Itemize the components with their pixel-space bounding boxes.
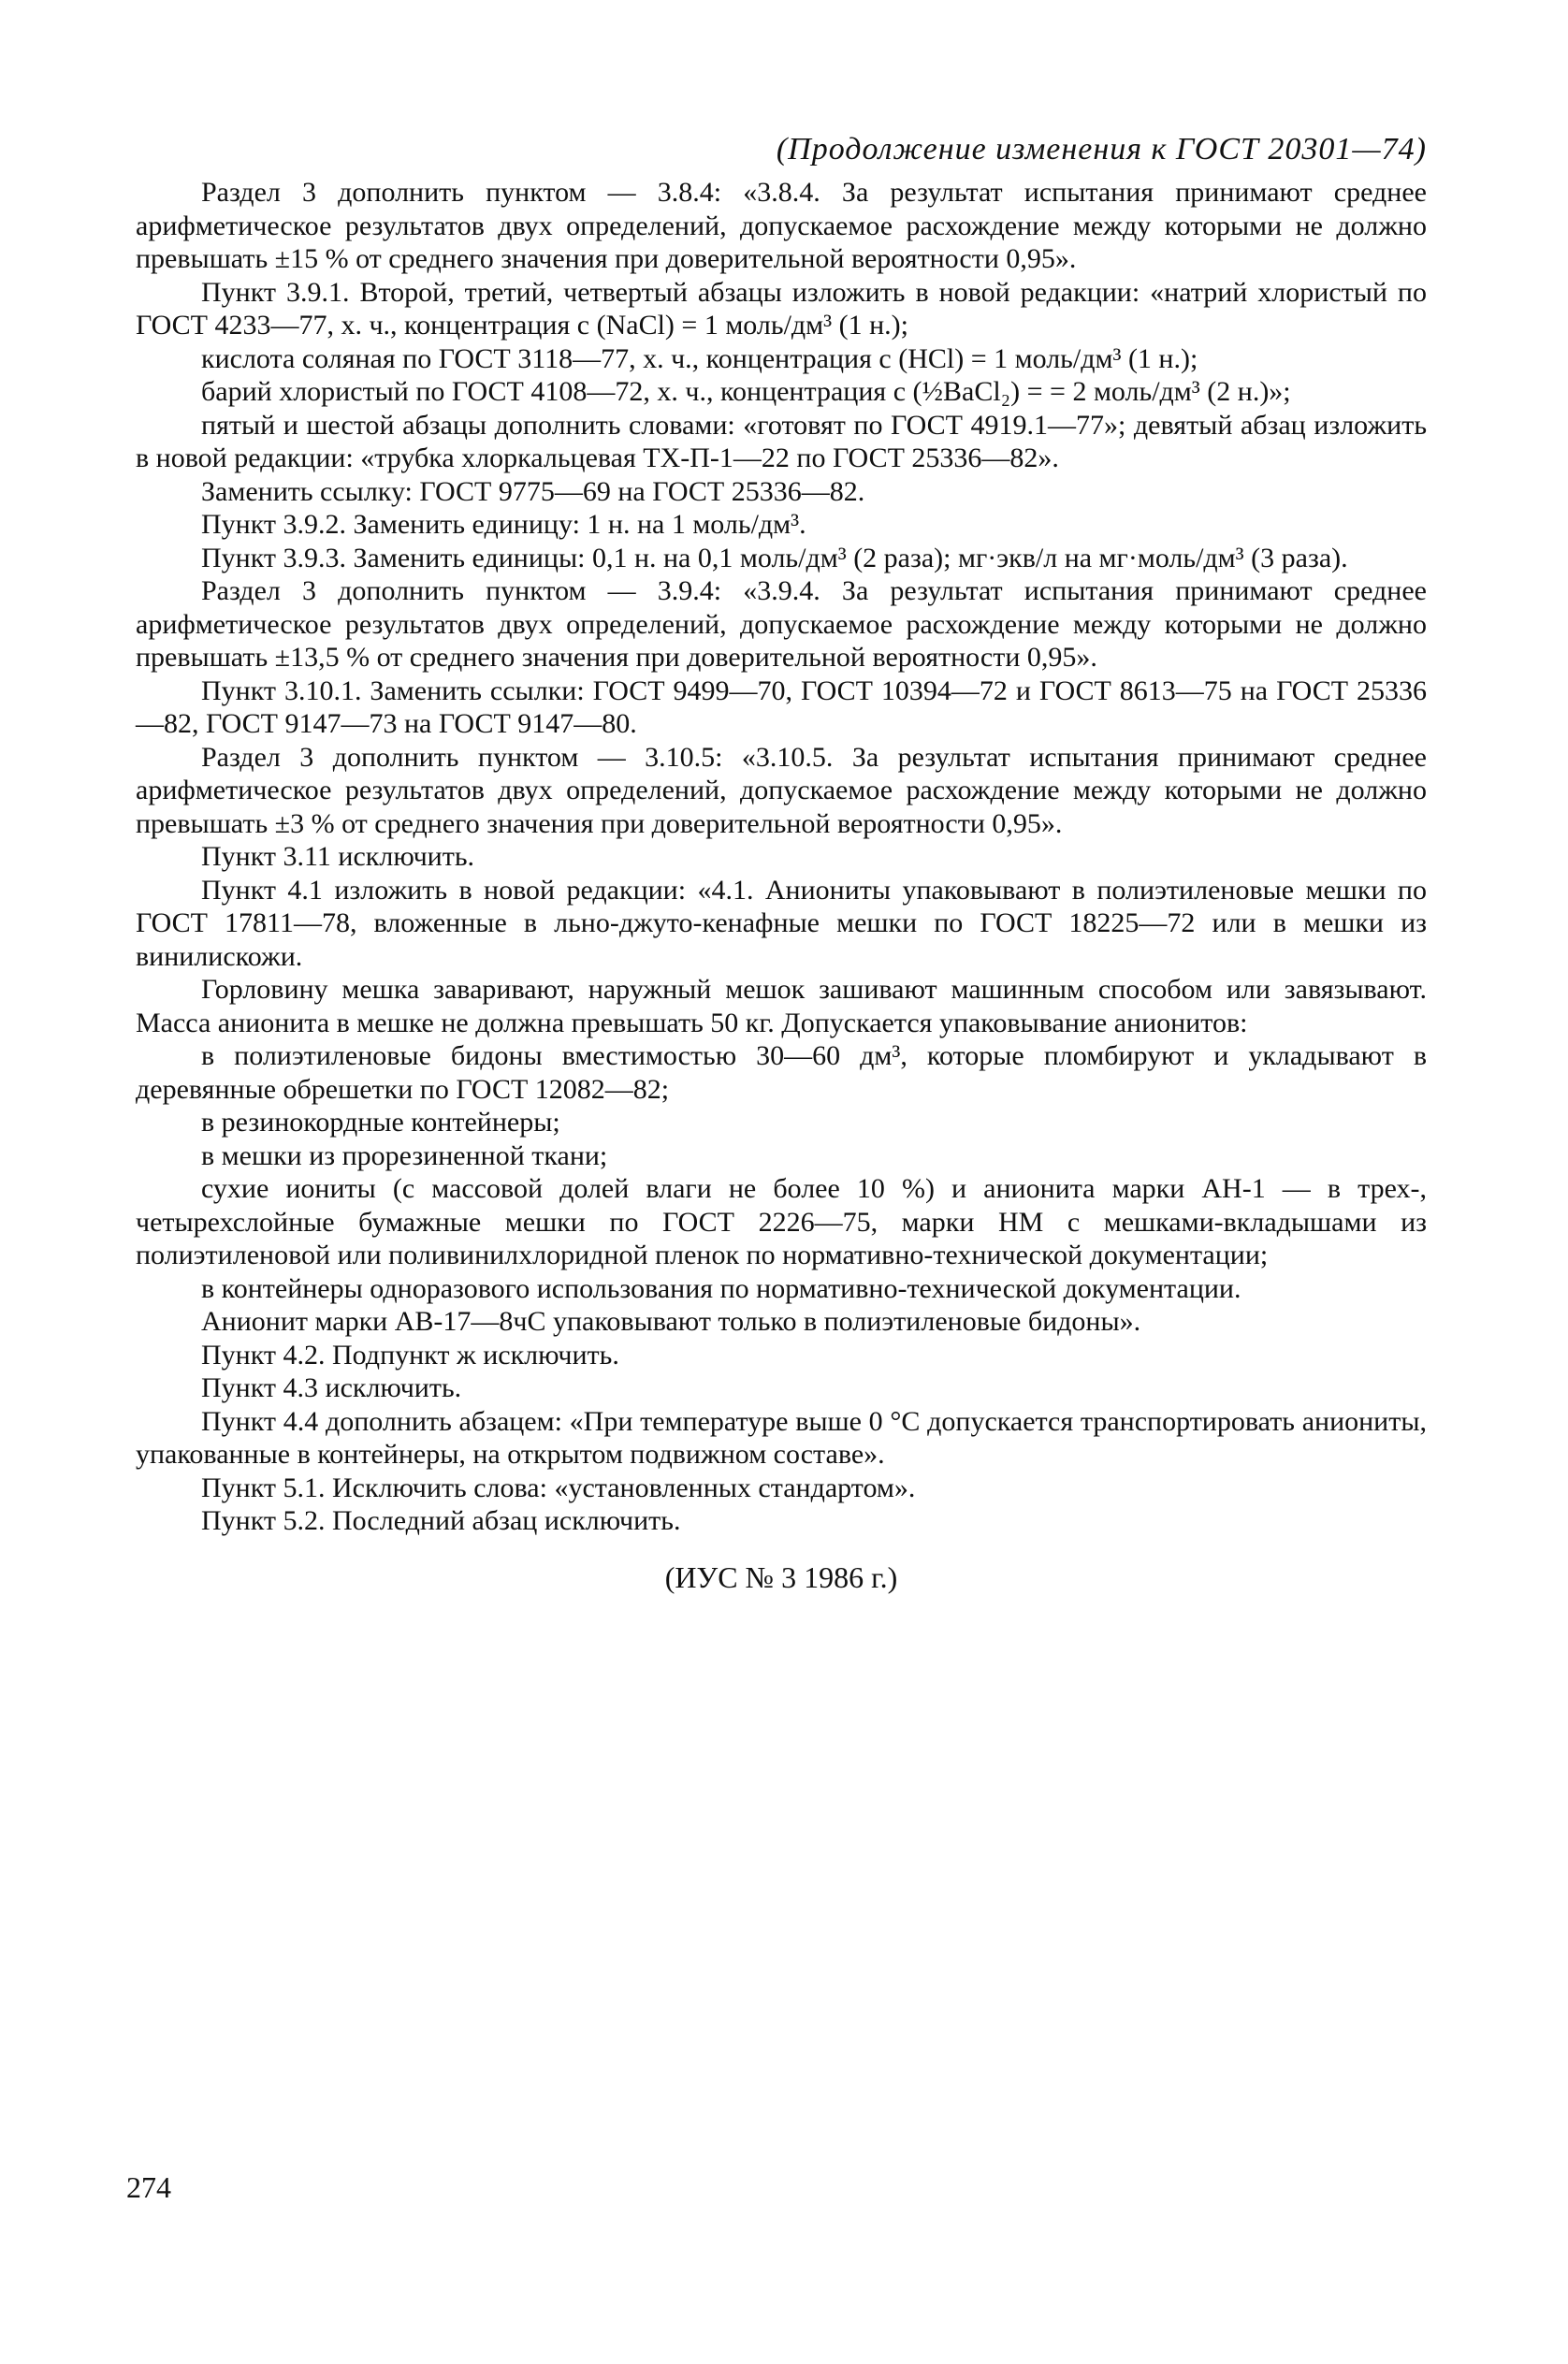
paragraph-hydrochloric-acid: кислота соляная по ГОСТ 3118—77, х. ч., концентрация с (HCl) = 1 моль/дм³ (1 н.); <box>201 342 1198 374</box>
paragraph-rubber-cord-containers: в резинокордные контейнеры; <box>201 1107 560 1138</box>
page-number: 274 <box>126 2170 171 2204</box>
paragraph-replace-reference: Заменить ссылку: ГОСТ 9775—69 на ГОСТ 25336—82. <box>201 475 865 507</box>
paragraph-fifth-sixth-ninth: пятый и шестой абзацы дополнить словами: «готовят по ГОСТ 4919.1—77»; девятый абзац изложить в новой редакции: «трубка хлоркальцевая ТХ-П-1—22 по ГОСТ 25336—82». <box>136 409 1427 473</box>
paragraph-item-5-1: Пункт 5.1. Исключить слова: «установленных стандартом». <box>201 1472 916 1503</box>
continuation-header: (Продолжение изменения к ГОСТ 20301—74) <box>776 132 1427 167</box>
paragraph-item-4-4: Пункт 4.4 дополнить абзацем: «При температуре выше 0 °С допускается транспортировать аниониты, упакованные в контейнеры, на открытом подвижном составе». <box>136 1405 1427 1470</box>
paragraph-section-3-8-4: Раздел 3 дополнить пунктом — 3.8.4: «3.8.4. За результат испытания принимают среднее арифметическое результатов двух определений, допускаемое расхождение между которыми не должно превышать ±15 % от среднего значения при доверительной вероятности 0,95». <box>136 177 1427 274</box>
paragraph-disposable-containers: в контейнеры одноразового использования по нормативно-технической документации. <box>201 1272 1241 1304</box>
document-page <box>136 131 1427 1596</box>
paragraph-polyethylene-cans: в полиэтиленовые бидоны вместимостью 30—60 дм³, которые пломбируют и укладывают в деревянные обрешетки по ГОСТ 12082—82; <box>136 1040 1427 1105</box>
paragraph-bag-neck: Горловину мешка заваривают, наружный мешок зашивают машинным способом или завязывают. Масса анионита в мешке не должна превышать 50 кг. Допускается упаковывание анионитов: <box>136 974 1427 1038</box>
paragraph-section-3-10-5: Раздел 3 дополнить пунктом — 3.10.5: «3.10.5. За результат испытания принимают среднее арифметическое результатов двух определений, допускаемое расхождение между которыми не должно превышать ±3 % от среднего значения при доверительной вероятности 0,95». <box>136 741 1427 839</box>
paragraph-item-3-9-3: Пункт 3.9.3. Заменить единицы: 0,1 н. на 0,1 моль/дм³ (2 раза); мг·экв/л на мг·моль/дм³ (3 раза). <box>201 542 1348 573</box>
paragraph-item-3-10-1: Пункт 3.10.1. Заменить ссылки: ГОСТ 9499—70, ГОСТ 10394—72 и ГОСТ 8613—75 на ГОСТ 25336—82, ГОСТ 9147—73 на ГОСТ 9147—80. <box>136 674 1427 739</box>
paragraph-section-3-9-4: Раздел 3 дополнить пунктом — 3.9.4: «3.9.4. За результат испытания принимают среднее арифметическое результатов двух определений, допускаемое расхождение между которыми не должно превышать ±13,5 % от среднего значения при доверительной вероятности 0,95». <box>136 575 1427 673</box>
paragraph-anionite-av-17: Анионит марки АВ-17—8чС упаковывают только в полиэтиленовые бидоны». <box>201 1306 1141 1337</box>
paragraph-item-3-11: Пункт 3.11 исключить. <box>201 841 475 872</box>
paragraph-item-3-9-2: Пункт 3.9.2. Заменить единицу: 1 н. на 1 моль/дм³. <box>201 509 806 540</box>
paragraph-dry-ionites: сухие иониты (с массовой долей влаги не более 10 %) и анионита марки АН-1 — в трех-, четырехслойные бумажные мешки по ГОСТ 2226—75, марки НМ с мешками-вкладышами из полиэтиленовой или поливинилхлоридной пленок по нормативно-технической документации; <box>136 1173 1427 1270</box>
paragraph-item-4-2: Пункт 4.2. Подпункт ж исключить. <box>201 1339 619 1371</box>
paragraph-item-4-3: Пункт 4.3 исключить. <box>201 1372 462 1403</box>
paragraph-rubberized-bags: в мешки из прорезиненной ткани; <box>201 1139 608 1171</box>
paragraph-item-3-9-1: Пункт 3.9.1. Второй, третий, четвертый абзацы изложить в новой редакции: «натрий хлористый по ГОСТ 4233—77, х. ч., концентрация с (NaCl) = 1 моль/дм³ (1 н.); <box>136 276 1427 341</box>
ius-reference: (ИУС № 3 1986 г.) <box>664 1559 898 1594</box>
paragraph-item-4-1: Пункт 4.1 изложить в новой редакции: «4.1. Аниониты упаковывают в полиэтиленовые мешки по ГОСТ 17811—78, вложенные в льно-джуто-кенафные мешки по ГОСТ 18225—72 или в мешки из винилискожи. <box>136 874 1427 972</box>
paragraph-barium-chloride: барий хлористый по ГОСТ 4108—72, х. ч., концентрация с (½BaCl₂) = = 2 моль/дм³ (2 н.)»; <box>201 376 1291 407</box>
paragraph-item-5-2: Пункт 5.2. Последний абзац исключить. <box>201 1505 681 1536</box>
